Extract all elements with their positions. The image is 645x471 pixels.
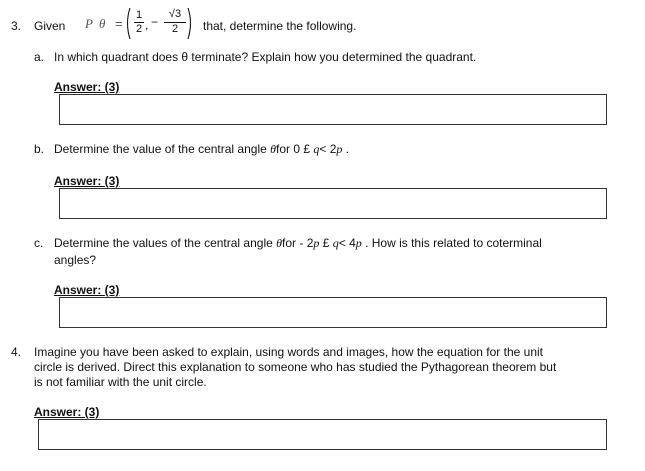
q3b-text-mid: for 0 £ [276, 142, 314, 156]
q3c-lt: < 4 [338, 236, 356, 250]
q3a-text: In which quadrant does θ terminate? Explain how you determined the quadrant. [54, 50, 477, 64]
q3c-label: c. [34, 236, 44, 250]
frac1-denominator: 2 [135, 23, 143, 35]
q3c-p1: p [313, 236, 320, 250]
q3-number: 3. [11, 19, 22, 33]
q3b-dot: . [342, 142, 350, 156]
q3c-text-mid: for - 2 [282, 236, 314, 250]
q4-line3: is not familiar with the unit circle. [34, 375, 207, 389]
func-theta: θ [99, 16, 106, 31]
q3b-p: p [336, 142, 343, 156]
q3c-line2: angles? [54, 253, 97, 267]
q4-answer-label: Answer: (3) [34, 405, 100, 419]
q3c-answer-box[interactable] [59, 297, 607, 328]
q4-number: 4. [11, 345, 22, 359]
q3c-text-post: . How is this related to coterminal [361, 236, 542, 250]
q3a-label: a. [34, 50, 45, 64]
q3b-q: q [313, 142, 320, 156]
q3b-answer-label: Answer: (3) [54, 174, 120, 188]
q3a-answer-label: Answer: (3) [54, 80, 120, 94]
q3c-theta: θ [276, 236, 283, 250]
q3-suffix: that, determine the following. [203, 19, 357, 33]
q3b-text-pre: Determine the value of the central angle [54, 142, 271, 156]
frac2-numerator: √3 [168, 8, 182, 20]
frac-comma: , [145, 18, 149, 32]
q3b-text [54, 142, 349, 157]
q3b-answer-box[interactable] [59, 188, 607, 219]
q3-given: Given [34, 19, 66, 33]
q3c-text-pre: Determine the values of the central angle [54, 236, 277, 250]
func-p: P [85, 16, 93, 31]
q3c-text [54, 236, 542, 251]
frac1-numerator: 1 [135, 9, 143, 21]
q3b-text-post: < 2 [319, 142, 337, 156]
q3b-theta: θ [270, 142, 277, 156]
q4-line1: Imagine you have been asked to explain, using words and images, how the equation for the unit [34, 345, 543, 359]
q3b-label: b. [34, 142, 45, 156]
q3c-q: q [332, 236, 339, 250]
q3c-answer-label: Answer: (3) [54, 283, 120, 297]
q4-answer-box[interactable] [38, 419, 607, 450]
minus-sign: − [151, 15, 159, 29]
q4-line2: circle is derived. Direct this explanation to someone who has studied the Pythagorean theorem but [34, 360, 557, 374]
equals-sign: = [115, 16, 123, 31]
q3a-answer-box[interactable] [59, 94, 607, 125]
q3c-le: £ [319, 236, 333, 250]
frac2-denominator: 2 [171, 23, 179, 35]
q3c-p2: p [355, 236, 362, 250]
